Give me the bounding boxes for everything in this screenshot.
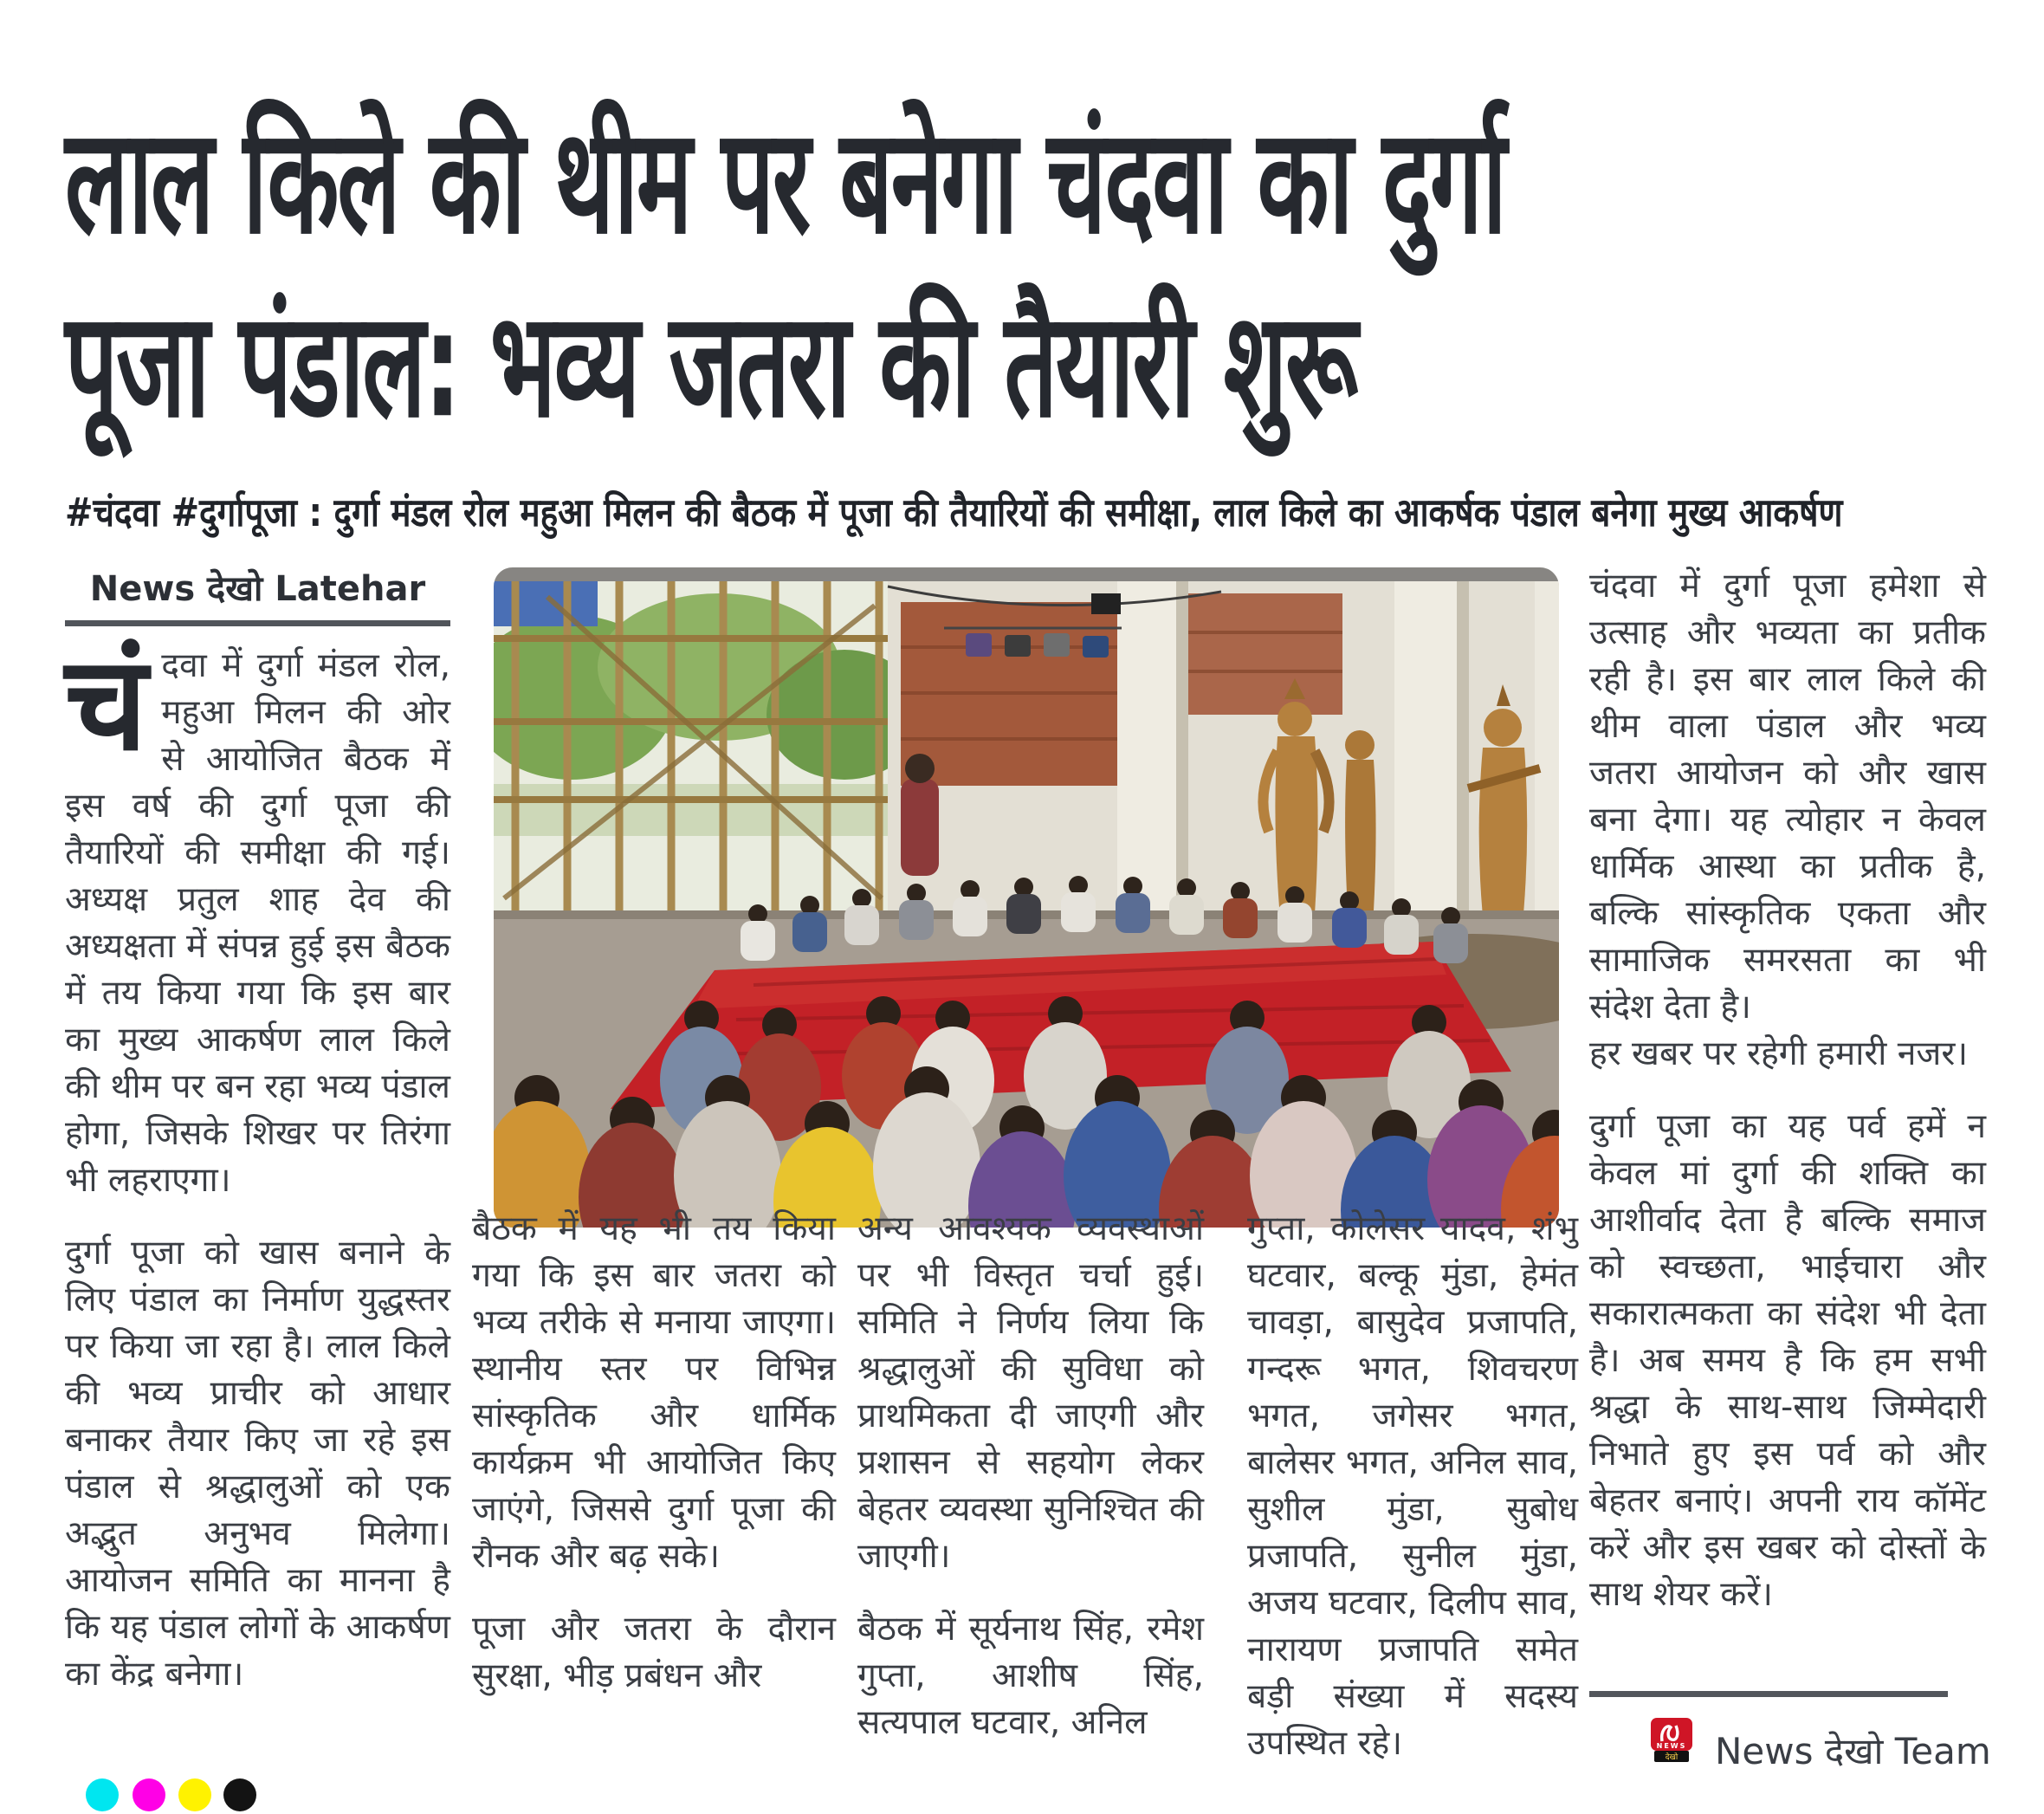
logo-dekho-text: देखो [1665, 1753, 1679, 1762]
paragraph: चंदवा में दुर्गा पूजा हमेशा से उत्साह और भव्यता का प्रतीक रही है। इस बार लाल किले की थीम वाला पंडाल और भव्य जतरा आयोजन को और खास बना देगा। यह त्योहार न केवल धार्मिक आस्था का प्रतीक है, बल्कि सांस्कृतिक एकता और सामाजिक समरसता का भी संदेश देता है। [1589, 567, 1986, 1027]
print-dot-cyan [86, 1778, 119, 1811]
logo-news-text: NEWS [1656, 1742, 1687, 1750]
paragraph: बैठक में सूर्यनाथ सिंह, रमेश गुप्ता, आशीष सिंह, सत्यपाल घटवार, अनिल [857, 1610, 1204, 1742]
footer-divider [1589, 1691, 1948, 1697]
paragraph: हर खबर पर रहेगी हमारी नजर। [1589, 1034, 1969, 1073]
article-column-4 [1247, 1206, 1578, 1793]
byline-team: News देखो Team [1715, 1730, 1991, 1772]
news-dekho-logo [1650, 1718, 1693, 1763]
article-column-1 [65, 629, 450, 1724]
paragraph: दुर्गा पूजा को खास बनाने के लिए पंडाल का निर्माण युद्धस्तर पर किया जा रहा है। लाल किले की भव्य प्राचीर को आधार बनाकर तैयार किए जा रहे इस पंडाल से श्रद्धालुओं को एक अद्भुत अनुभव मिलेगा। आयोजन समिति का मानना है कि यह पंडाल लोगों के आकर्षण का केंद्र बनेगा। [65, 1234, 450, 1694]
paragraph: पूजा और जतरा के दौरान सुरक्षा, भीड़ प्रबंधन और [472, 1610, 836, 1695]
paragraph: गुप्ता, कोलेसर यादव, शंभु घटवार, बल्कू मुंडा, हेमंत चावड़ा, बासुदेव प्रजापति, गन्दरू भगत, शिवचरण भगत, जगेसर भगत, बालेसर भगत, अनिल साव, सुशील मुंडा, सुबोध प्रजापति, सुनील मुंडा, अजय घटवार, दिलीप साव, नारायण प्रजापति समेत बड़ी संख्या में सदस्य उपस्थित रहे। [1247, 1209, 1578, 1763]
kicker-label: News देखो Latehar [89, 569, 426, 609]
headline-line-1: लाल किले की थीम पर बनेगा चंदवा का दुर्गा [65, 97, 1505, 267]
dropcap: चं [65, 629, 148, 780]
paragraph: बैठक में यह भी तय किया गया कि इस बार जतरा को भव्य तरीके से मनाया जाएगा। स्थानीय स्तर पर विभिन्न सांस्कृतिक और धार्मिक कार्यक्रम भी आयोजित किए जाएंगे, जिससे दुर्गा पूजा की रौनक और बढ़ सके। [472, 1209, 836, 1576]
headline-line-2: पूजा पंडाल: भव्य जतरा की तैयारी शुरू [65, 281, 1356, 450]
print-dot-black [223, 1778, 256, 1811]
subheadline: #चंदवा #दुर्गापूजा : दुर्गा मंडल रोल महुआ मिलन की बैठक में पूजा की तैयारियों की समीक्षा, लाल किले का आकर्षक पंडाल बनेगा मुख्य आकर्षण [65, 489, 1843, 535]
print-dot-yellow [178, 1778, 211, 1811]
paragraph-text: दवा में दुर्गा मंडल रोल, महुआ मिलन की ओर से आयोजित बैठक में इस वर्ष की दुर्गा पूजा की तैयारियों की समीक्षा की गई। अध्यक्ष प्रतुल शाह देव की अध्यक्षता में संपन्न हुई इस बैठक में तय किया गया कि इस बार का मुख्य आकर्षण लाल किले की थीम पर बन रहा भव्य पंडाल होगा, जिसके शिखर पर तिरंगा भी लहराएगा। [65, 646, 450, 1200]
article-photo [494, 567, 1559, 1228]
article-column-2 [472, 1206, 836, 1726]
paragraph: दुर्गा पूजा का यह पर्व हमें न केवल मां दुर्गा की शक्ति का आशीर्वाद देता है बल्कि समाज को स्वच्छता, भाईचारा और सकारात्मकता का संदेश भी देता है। अब समय है कि हम सभी श्रद्धा के साथ-साथ जिम्मेदारी निभाते हुए इस पर्व को और बेहतर बनाएं। अपनी राय कॉमेंट करें और इस खबर को दोस्तों के साथ शेयर करें। [1589, 1107, 1986, 1614]
article-column-3 [857, 1206, 1204, 1772]
article-column-5 [1589, 563, 1986, 1644]
news-dekho-logo-icon [1650, 1718, 1693, 1763]
kicker-divider [65, 620, 450, 626]
paragraph: अन्य आवश्यक व्यवस्थाओं पर भी विस्तृत चर्चा हुई। समिति ने निर्णय लिया कि श्रद्धालुओं की सुविधा को प्राथमिकता दी जाएगी और प्रशासन से सहयोग लेकर बेहतर व्यवस्था सुनिश्चित की जाएगी। [857, 1209, 1204, 1576]
print-dot-magenta [133, 1778, 165, 1811]
paragraph [65, 629, 450, 1204]
meeting-photo-illustration [494, 567, 1559, 1228]
